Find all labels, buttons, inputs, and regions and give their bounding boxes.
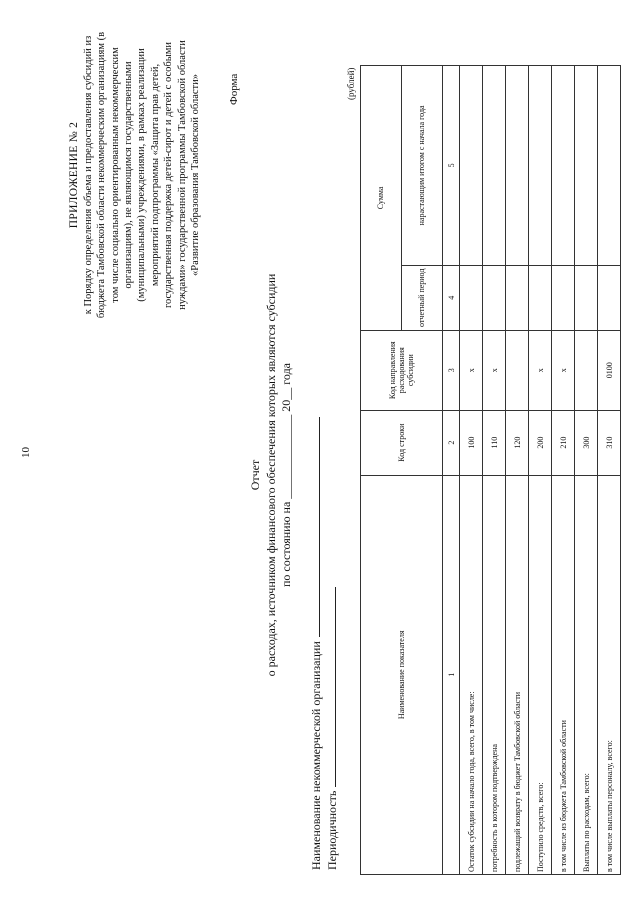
periodicity-label: Периодичность (325, 790, 339, 870)
header-cumulative: нарастающим итогом с начала года (402, 66, 443, 266)
appendix-header (67, 30, 203, 320)
col-number: 2 (443, 410, 460, 475)
table-row (529, 66, 552, 875)
col-number: 4 (443, 265, 460, 330)
row-code: 210 (552, 410, 575, 475)
row-name: в том числе из бюджета Тамбовской области (552, 475, 575, 874)
row-period-value (575, 265, 598, 330)
row-code: 100 (460, 410, 483, 475)
header-line-code: Код строки (361, 410, 443, 475)
org-name-row (307, 417, 324, 870)
row-cumulative-value (506, 66, 529, 266)
row-code: 300 (575, 410, 598, 475)
row-cumulative-value (460, 66, 483, 266)
row-direction (575, 330, 598, 410)
row-period-value (460, 265, 483, 330)
row-period-value (506, 265, 529, 330)
form-label: Форма (228, 73, 240, 105)
row-direction: х (529, 330, 552, 410)
col-number: 5 (443, 66, 460, 266)
header-sum: Сумма (361, 66, 402, 331)
row-direction: х (460, 330, 483, 410)
header-name: Наименование показателя (361, 475, 443, 874)
row-period-value (483, 265, 506, 330)
appendix-text: к Порядку определения объема и предоставления субсидий из бюджета Тамбовской области некоммерческим организациям (в том числе социально ориентированным некоммерческим организациям), не являющимся государственными (муниципальными) учреждениями, в рамках реализации мероприятий подпрограммы «Защита прав детей, государственная поддержка детей-сирот и детей с особыми нуждами» государственной программы Тамбовской области «Развитие образования Тамбовской области» (82, 31, 202, 319)
row-period-value (598, 265, 621, 330)
col-number: 3 (443, 330, 460, 410)
row-period-value (552, 265, 575, 330)
table-row (575, 66, 598, 875)
row-code: 200 (529, 410, 552, 475)
report-subtitle: о расходах, источником финансового обеспечения которых являются субсидии (263, 273, 278, 677)
row-period-value (529, 265, 552, 330)
row-name: потребность в котором подтверждена (483, 475, 506, 874)
row-cumulative-value (483, 66, 506, 266)
row-name: подлежащий возврату в бюджет Тамбовской области (506, 475, 529, 874)
row-name: Остаток субсидии на начало года, всего, в том числе: (460, 475, 483, 874)
row-direction (506, 330, 529, 410)
report-date-line: по состоянию на ______________ 20__ года (279, 363, 294, 588)
row-cumulative-value (598, 66, 621, 266)
column-numbers-row (443, 66, 460, 875)
col-number: 1 (443, 475, 460, 874)
table-row (598, 66, 621, 875)
row-code: 110 (483, 410, 506, 475)
report-title: Отчет (248, 459, 262, 491)
report-title-block (248, 125, 295, 825)
row-direction: х (483, 330, 506, 410)
page-number: 10 (20, 447, 32, 458)
row-cumulative-value (552, 66, 575, 266)
row-name: Выплаты по расходам, всего: (575, 475, 598, 874)
row-name: в том числе выплаты персоналу, всего: (598, 475, 621, 874)
row-code: 120 (506, 410, 529, 475)
row-direction: х (552, 330, 575, 410)
table-row (552, 66, 575, 875)
report-table (360, 65, 621, 875)
header-direction-code: Код направления расходования субсидии (361, 330, 443, 410)
header-reporting-period: отчетный период (402, 265, 443, 330)
table-row (483, 66, 506, 875)
row-direction: 0100 (598, 330, 621, 410)
periodicity-blank (323, 587, 336, 787)
org-name-blank (307, 417, 320, 637)
org-name-label: Наименование некоммерческой организации (309, 641, 323, 870)
units-label: (рублей) (346, 67, 356, 100)
appendix-title: ПРИЛОЖЕНИЕ № 2 (68, 121, 80, 229)
row-cumulative-value (575, 66, 598, 266)
row-code: 310 (598, 410, 621, 475)
row-cumulative-value (529, 66, 552, 266)
table-row (460, 66, 483, 875)
table-row (506, 66, 529, 875)
row-name: Поступило средств, всего: (529, 475, 552, 874)
periodicity-row (323, 587, 340, 870)
